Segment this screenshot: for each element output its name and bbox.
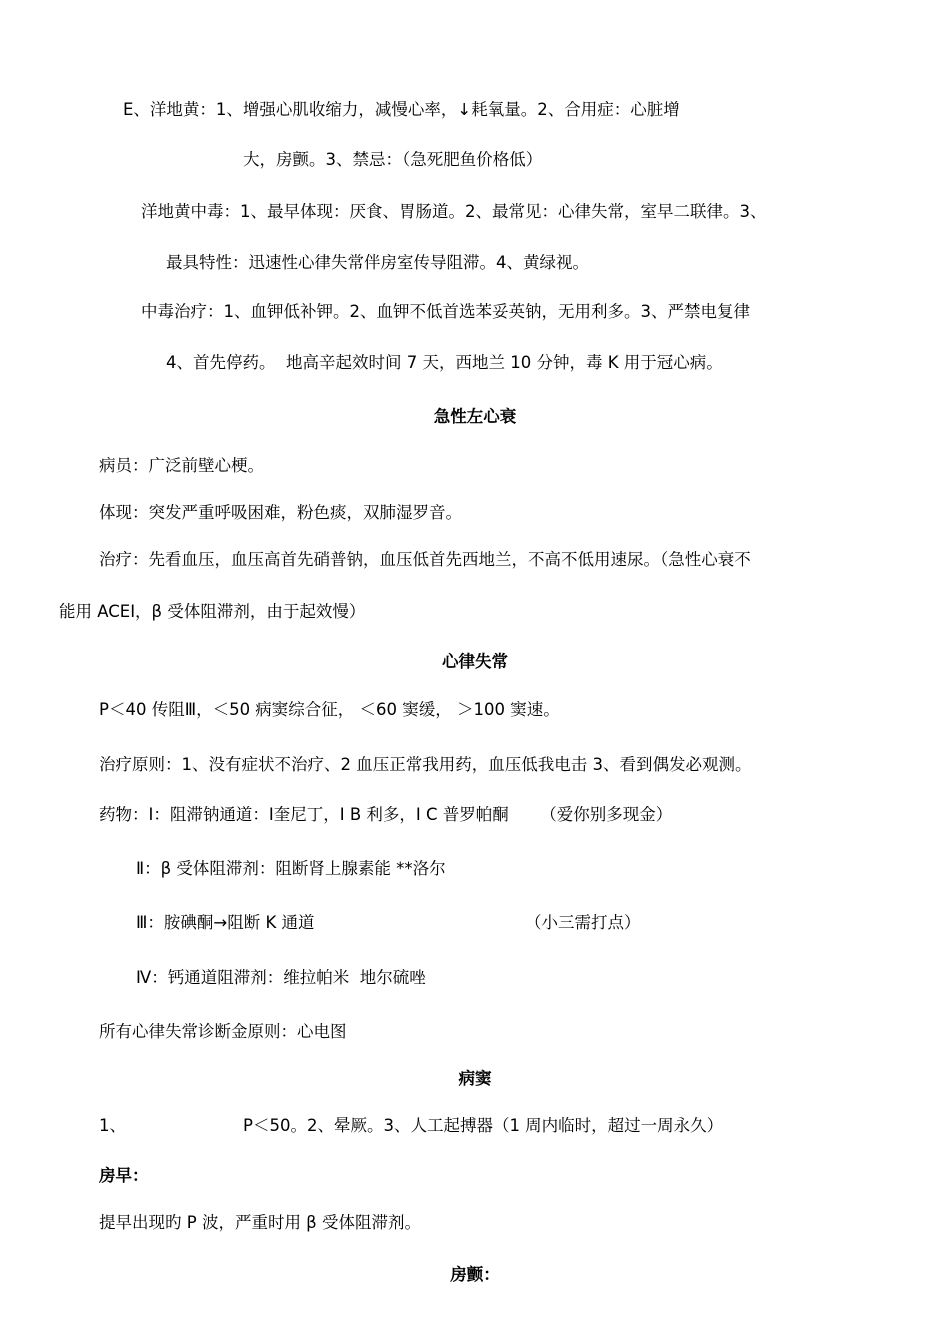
arrhythmia-drugs-class-1: 药物：Ⅰ：阻滞钠通道：Ⅰ奎尼丁，Ⅰ B 利多，Ⅰ C 普罗帕酮 （爱你别多现金） bbox=[99, 805, 673, 824]
premature-atrial-text: 提早出现旳 P 波，严重时用 β 受体阻滞剂。 bbox=[99, 1213, 421, 1232]
acute-left-hf-treatment-line-1: 治疗：先看血压，血压高首先硝普钠，血压低首先西地兰，不高不低用速尿。（急性心衰不 bbox=[99, 550, 751, 569]
acute-left-hf-cause: 病员：广泛前壁心梗。 bbox=[99, 456, 264, 475]
digoxin-toxicity-line-2: 最具特性：迅速性心律失常伴房室传导阻滞。4、黄绿视。 bbox=[166, 253, 589, 272]
sick-sinus-item-text: P＜50。2、晕厥。3、人工起搏器（1 周内临时，超过一周永久） bbox=[243, 1116, 724, 1135]
arrhythmia-drugs-class-3: Ⅲ：胺碘酮→阻断 K 通道 bbox=[136, 913, 315, 932]
section-heading-arrhythmia: 心律失常 bbox=[442, 652, 508, 671]
digoxin-toxicity-line-1: 洋地黄中毒：1、最早体现：厌食、胃肠道。2、最常见：心律失常，室早二联律。3、 bbox=[141, 202, 767, 221]
acute-left-hf-treatment-line-2: 能用 ACEI，β 受体阻滞剂，由于起效慢） bbox=[59, 602, 366, 621]
arrhythmia-principles: 治疗原则：1、没有症状不治疗、2 血压正常我用药，血压低我电击 3、看到偶发必观测。 bbox=[99, 755, 752, 774]
digoxin-line-2: 大，房颤。3、禁忌：（急死肥鱼价格低） bbox=[243, 150, 543, 169]
section-heading-sick-sinus: 病窦 bbox=[458, 1069, 492, 1088]
section-heading-atrial-fib: 房颤： bbox=[450, 1265, 500, 1284]
section-heading-acute-left-hf: 急性左心衰 bbox=[433, 407, 517, 426]
sick-sinus-item-number: 1、 bbox=[99, 1116, 126, 1135]
acute-left-hf-signs: 体现：突发严重呼吸困难，粉色痰，双肺湿罗音。 bbox=[99, 503, 462, 522]
section-heading-premature-atrial: 房早： bbox=[99, 1166, 149, 1185]
arrhythmia-heart-rate: P＜40 传阻Ⅲ，＜50 病窦综合征， ＜60 窦缓， ＞100 窦速。 bbox=[99, 700, 560, 719]
toxicity-treatment-line-1: 中毒治疗：1、血钾低补钾。2、血钾不低首选苯妥英钠，无用利多。3、严禁电复律 bbox=[141, 302, 750, 321]
arrhythmia-drugs-class-4: Ⅳ：钙通道阻滞剂：维拉帕米 地尔硫唑 bbox=[136, 968, 426, 987]
arrhythmia-diagnosis: 所有心律失常诊断金原则：心电图 bbox=[99, 1022, 347, 1041]
arrhythmia-drugs-class-3-note: （小三需打点） bbox=[525, 913, 641, 932]
toxicity-treatment-line-2: 4、首先停药。 地高辛起效时间 7 天，西地兰 10 分钟，毒 K 用于冠心病。 bbox=[166, 353, 723, 372]
digoxin-line-1: E、洋地黄：1、增强心肌收缩力，减慢心率，↓耗氧量。2、合用症：心脏增 bbox=[123, 100, 680, 119]
arrhythmia-drugs-class-2: Ⅱ：β 受体阻滞剂：阻断肾上腺素能 **洛尔 bbox=[136, 859, 446, 878]
